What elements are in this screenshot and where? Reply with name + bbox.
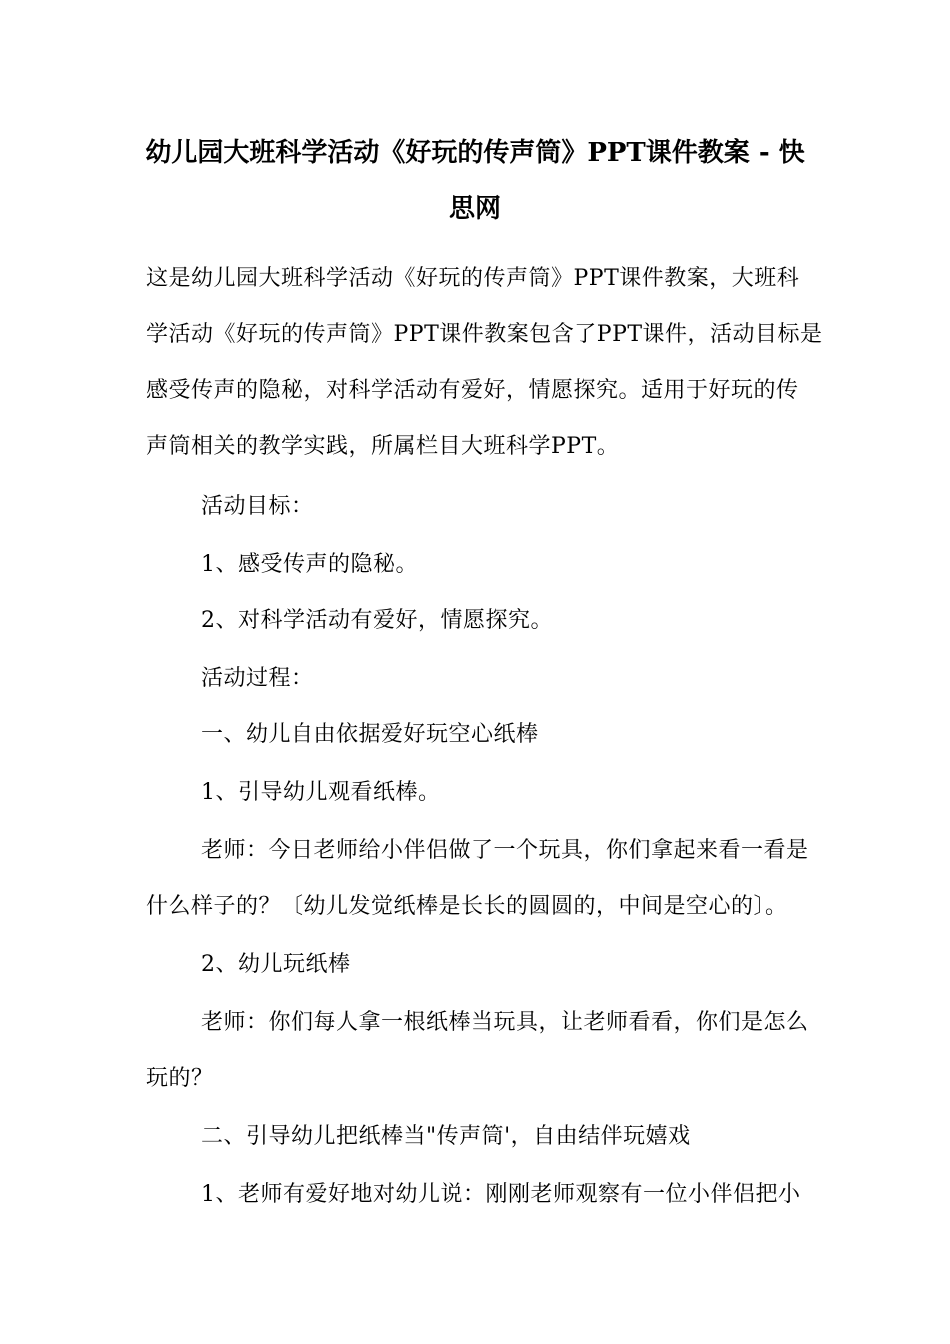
- goal-item-1: 1、感受传声的隐秘。: [201, 552, 418, 577]
- teacher-dialogue-1-line-1: 老师：今日老师给小伴侣做了一个玩具，你们拿起来看一看是: [201, 838, 809, 863]
- process-step-1-item-1: 1、引导幼儿观看纸棒。: [201, 780, 441, 805]
- process-step-1-item-2: 2、幼儿玩纸棒: [201, 952, 351, 977]
- goal-item-2: 2、对科学活动有爱好，情愿探究。: [201, 608, 553, 633]
- process-step-1-heading: 一、幼儿自由依据爱好玩空心纸棒: [201, 722, 539, 747]
- intro-paragraph-line-1: 这是幼儿园大班科学活动《好玩的传声筒》PPT课件教案，大班科: [146, 266, 800, 291]
- intro-paragraph-line-4: 声筒相关的教学实践，所属栏目大班科学PPT。: [146, 434, 620, 459]
- section-heading-process: 活动过程：: [201, 666, 314, 691]
- teacher-dialogue-2-line-1: 老师：你们每人拿一根纸棒当玩具，让老师看看，你们是怎么: [201, 1010, 809, 1035]
- process-step-2-item-1: 1、老师有爱好地对幼儿说：刚刚老师观察有一位小伴侣把小: [201, 1182, 801, 1207]
- section-heading-goals: 活动目标：: [201, 494, 314, 519]
- process-step-2-heading: 二、引导幼儿把纸棒当"传声筒'，自由结伴玩嬉戏: [201, 1124, 691, 1149]
- document-title-line-1: 幼儿园大班科学活动《好玩的传声筒》PPT课件教案 - 快: [145, 138, 805, 168]
- intro-paragraph-line-2: 学活动《好玩的传声筒》PPT课件教案包含了PPT课件，活动目标是: [146, 322, 823, 347]
- intro-paragraph-line-3: 感受传声的隐秘，对科学活动有爱好，情愿探究。适用于好玩的传: [146, 378, 799, 403]
- teacher-dialogue-2-line-2: 玩的？: [146, 1066, 214, 1091]
- document-title-line-2: 思网: [448, 194, 501, 224]
- teacher-dialogue-1-line-2: 什么样子的？〔幼儿发觉纸棒是长长的圆圆的，中间是空心的〕。: [146, 894, 788, 919]
